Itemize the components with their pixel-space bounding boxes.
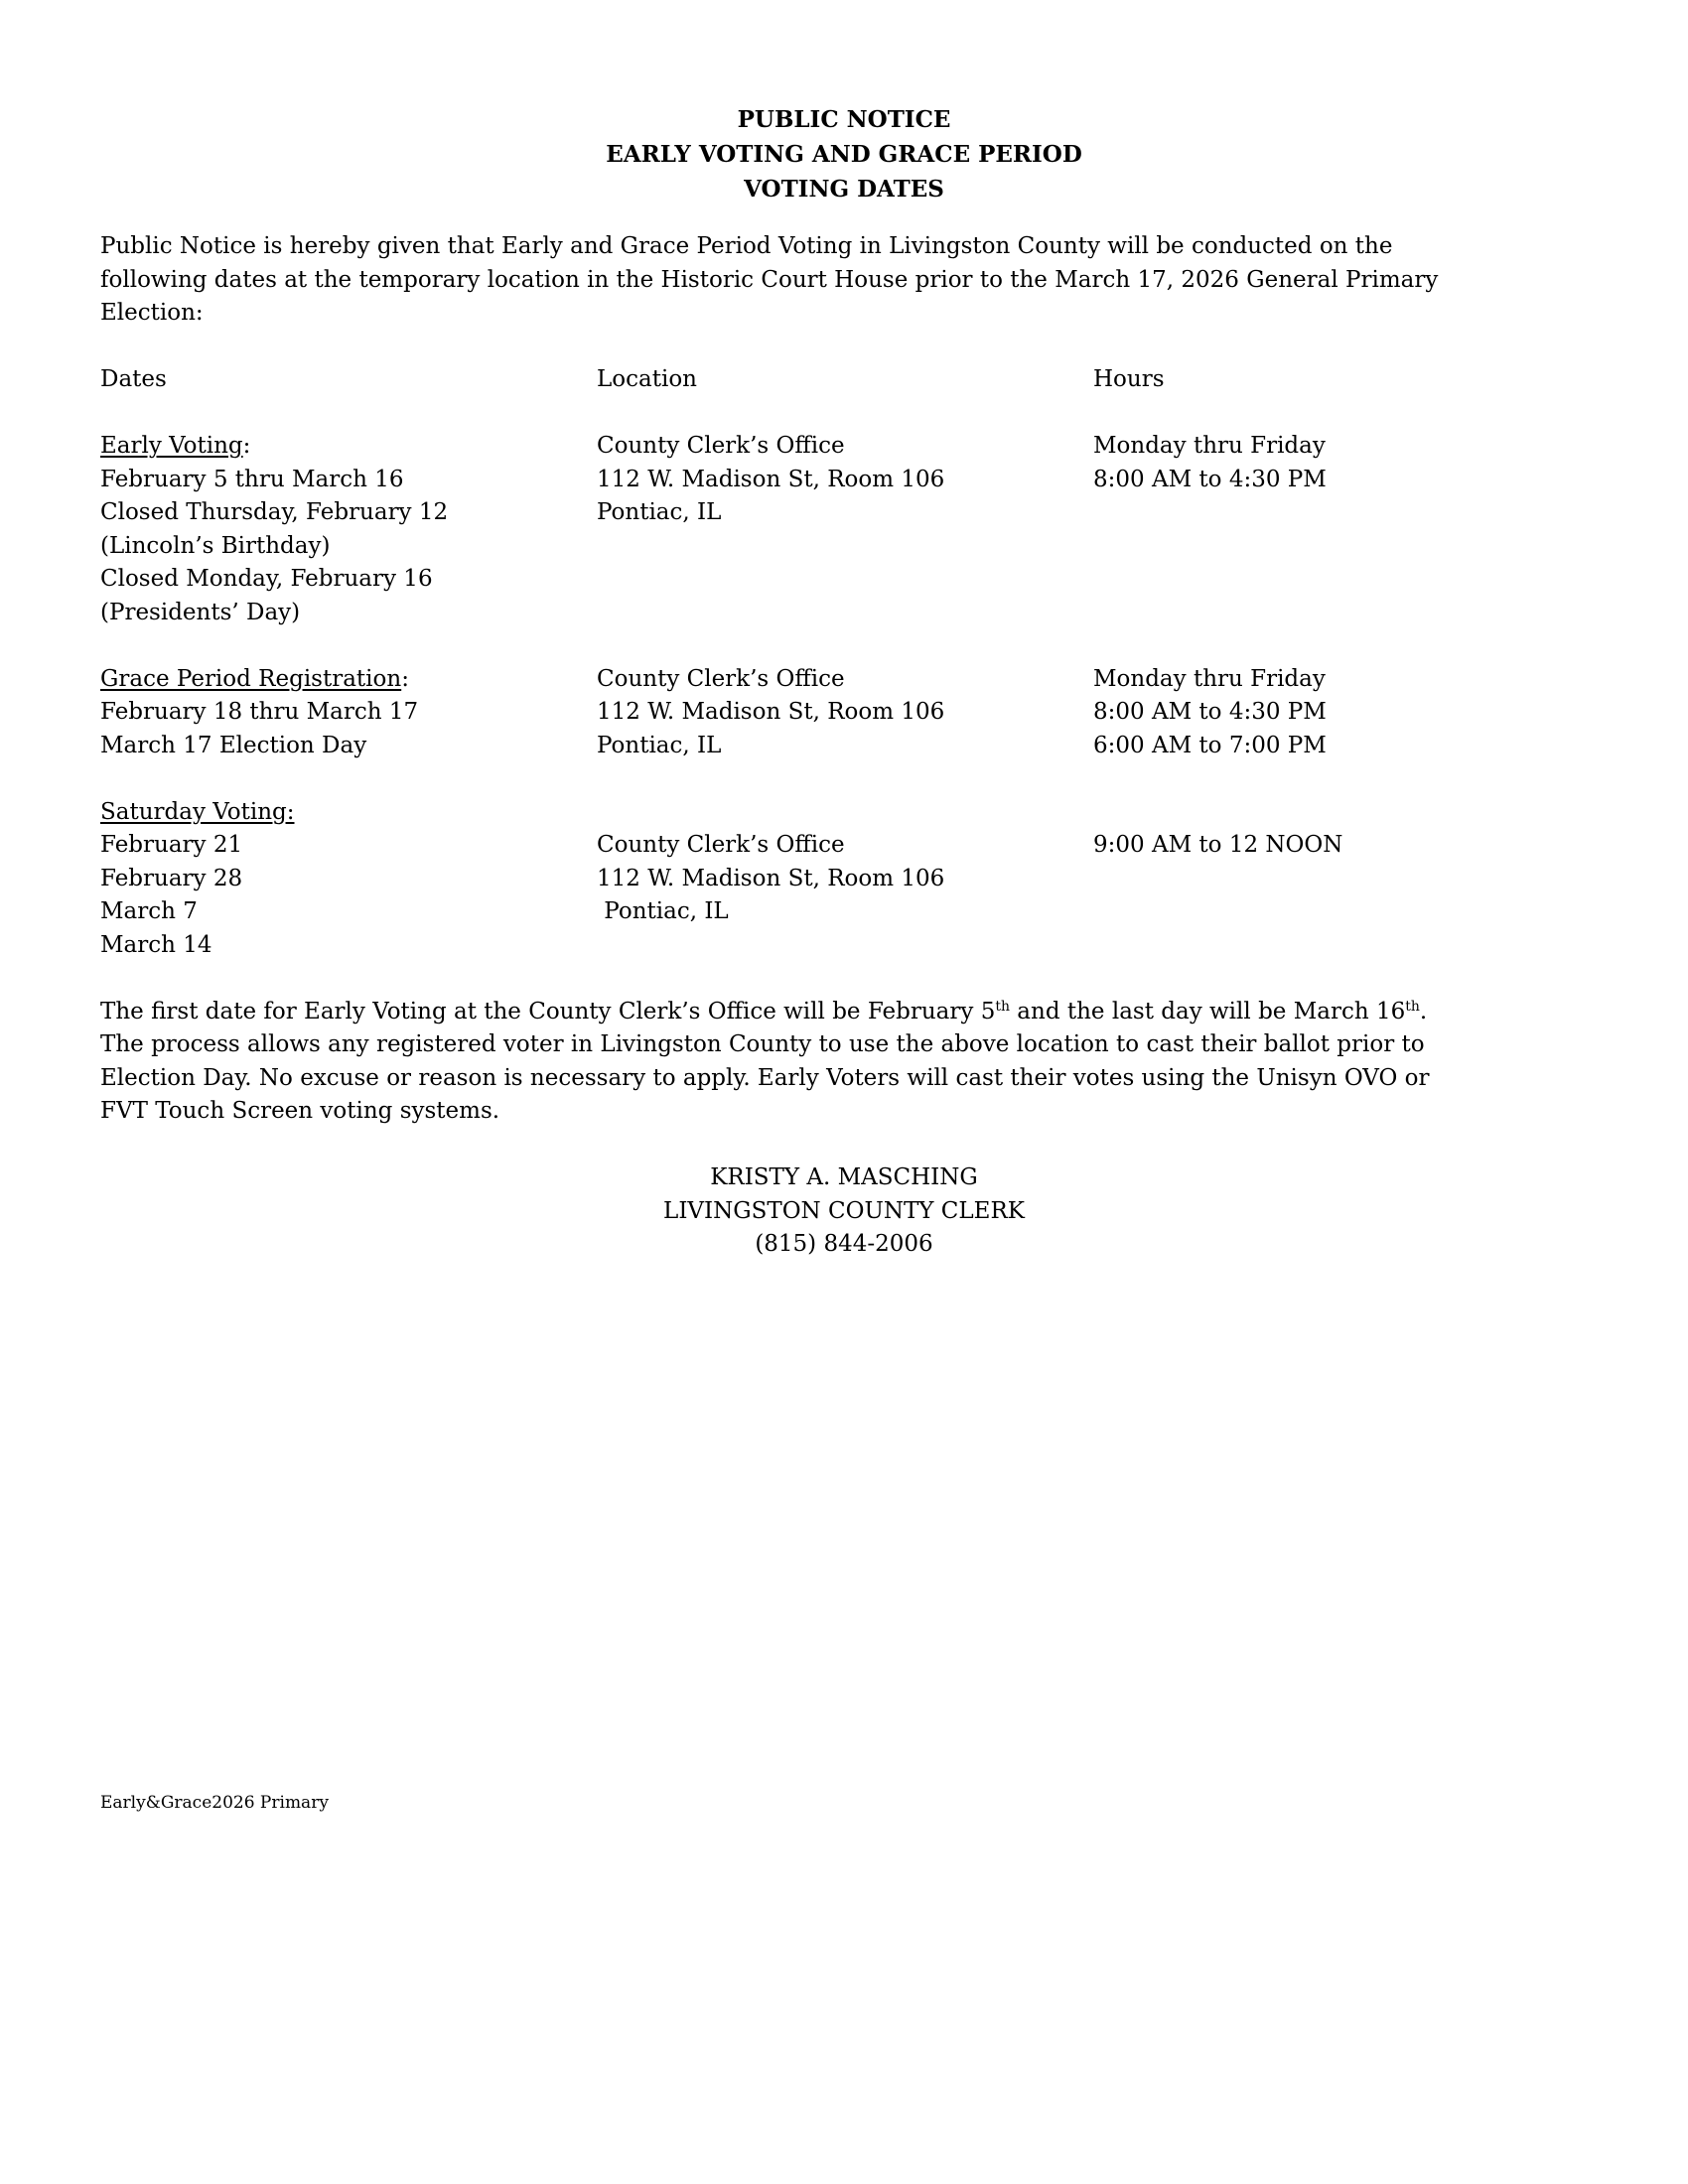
closing-line-text: Election Day. No excuse or reason is necessary to apply. Early Voters will cast their votes using the Unisyn OVO or xyxy=(100,1064,1430,1091)
notice-heading xyxy=(0,102,1688,206)
clerk-phone: (815) 844-2006 xyxy=(755,1231,933,1257)
signature-block xyxy=(0,1161,1688,1262)
column-header-dates: Dates xyxy=(100,366,167,392)
early-voting-row xyxy=(100,563,1590,597)
saturday-voting-date: March 7 xyxy=(100,898,198,924)
early-voting-hours: Monday thru Friday xyxy=(1093,433,1326,459)
intro-text: Election: xyxy=(100,300,204,326)
grace-period-location: County Clerk’s Office xyxy=(597,665,845,692)
grace-period-hours: 8:00 AM to 4:30 PM xyxy=(1093,699,1327,725)
spacer xyxy=(100,629,1590,663)
grace-period-row xyxy=(100,730,1590,763)
closing-line xyxy=(100,996,1590,1029)
grace-period-label: Grace Period Registration xyxy=(100,665,402,692)
early-voting-location: Pontiac, IL xyxy=(597,499,722,525)
clerk-name: KRISTY A. MASCHING xyxy=(710,1164,978,1190)
early-voting-location: County Clerk’s Office xyxy=(597,433,845,459)
early-voting-dates: February 5 thru March 16 xyxy=(100,466,404,492)
column-header-hours: Hours xyxy=(1093,366,1165,392)
heading-line-early-voting: EARLY VOTING AND GRACE PERIOD xyxy=(606,141,1082,168)
early-voting-heading xyxy=(100,430,250,464)
intro-line xyxy=(100,230,1590,264)
early-voting-dates: Closed Monday, February 16 xyxy=(100,566,433,592)
saturday-voting-row xyxy=(100,796,1590,830)
intro-line xyxy=(100,297,1590,331)
closing-line-text: FVT Touch Screen voting systems. xyxy=(100,1098,500,1124)
clerk-title: LIVINGSTON COUNTY CLERK xyxy=(663,1197,1025,1224)
column-headers xyxy=(100,363,1590,397)
grace-period-location: 112 W. Madison St, Room 106 xyxy=(597,699,945,725)
early-voting-dates: (Lincoln’s Birthday) xyxy=(100,532,331,559)
saturday-voting-date: February 21 xyxy=(100,832,243,858)
early-voting-location: 112 W. Madison St, Room 106 xyxy=(597,466,945,492)
early-voting-colon: : xyxy=(242,433,251,459)
closing-line-text xyxy=(100,996,1427,1029)
grace-period-heading xyxy=(100,663,409,697)
saturday-voting-hours: 9:00 AM to 12 NOON xyxy=(1093,832,1343,858)
saturday-voting-location: County Clerk’s Office xyxy=(597,832,845,858)
intro-text: Public Notice is hereby given that Early and Grace Period Voting in Livingston County will be conducted on the xyxy=(100,233,1393,259)
early-voting-row xyxy=(100,430,1590,464)
saturday-voting-row xyxy=(100,929,1590,963)
saturday-voting-label: Saturday Voting: xyxy=(100,798,295,825)
ordinal-suffix: th xyxy=(995,998,1010,1015)
closing-line xyxy=(100,1062,1590,1096)
grace-period-colon: : xyxy=(401,665,409,692)
saturday-voting-row xyxy=(100,895,1590,929)
ordinal-suffix: th xyxy=(1405,998,1420,1015)
spacer xyxy=(100,331,1590,364)
saturday-voting-date: February 28 xyxy=(100,865,243,891)
spacer xyxy=(100,397,1590,431)
spacer xyxy=(100,962,1590,996)
closing-text: . xyxy=(1419,998,1428,1024)
spacer xyxy=(100,762,1590,796)
early-voting-row xyxy=(100,597,1590,630)
early-voting-dates: (Presidents’ Day) xyxy=(100,599,301,625)
closing-line-text: The process allows any registered voter in Livingston County to use the above location to cast their ballot prior to xyxy=(100,1031,1425,1057)
column-header-location: Location xyxy=(597,366,697,392)
notice-body xyxy=(100,230,1590,1129)
closing-line xyxy=(100,1095,1590,1129)
early-voting-row xyxy=(100,530,1590,564)
document-footer: Early&Grace2026 Primary xyxy=(100,1793,329,1813)
grace-period-row xyxy=(100,696,1590,730)
grace-period-dates: March 17 Election Day xyxy=(100,732,367,758)
intro-line xyxy=(100,264,1590,298)
early-voting-dates: Closed Thursday, February 12 xyxy=(100,499,449,525)
early-voting-label: Early Voting xyxy=(100,433,243,459)
closing-text: and the last day will be March 16 xyxy=(1009,998,1406,1024)
intro-text: following dates at the temporary location in the Historic Court House prior to the March 17, 2026 General Primary xyxy=(100,266,1439,293)
saturday-voting-date: March 14 xyxy=(100,931,212,958)
closing-line xyxy=(100,1028,1590,1062)
saturday-voting-row xyxy=(100,863,1590,896)
saturday-voting-row xyxy=(100,829,1590,863)
grace-period-hours: Monday thru Friday xyxy=(1093,665,1326,692)
saturday-voting-location: 112 W. Madison St, Room 106 xyxy=(597,865,945,891)
grace-period-dates: February 18 thru March 17 xyxy=(100,699,419,725)
grace-period-row xyxy=(100,663,1590,697)
heading-line-public-notice: PUBLIC NOTICE xyxy=(737,106,951,133)
early-voting-row xyxy=(100,464,1590,497)
heading-line-voting-dates: VOTING DATES xyxy=(744,176,944,203)
saturday-voting-location: Pontiac, IL xyxy=(597,898,729,924)
closing-text: The first date for Early Voting at the County Clerk’s Office will be February 5 xyxy=(100,998,996,1024)
grace-period-hours: 6:00 AM to 7:00 PM xyxy=(1093,732,1327,758)
grace-period-location: Pontiac, IL xyxy=(597,732,722,758)
early-voting-row xyxy=(100,496,1590,530)
early-voting-hours: 8:00 AM to 4:30 PM xyxy=(1093,466,1327,492)
